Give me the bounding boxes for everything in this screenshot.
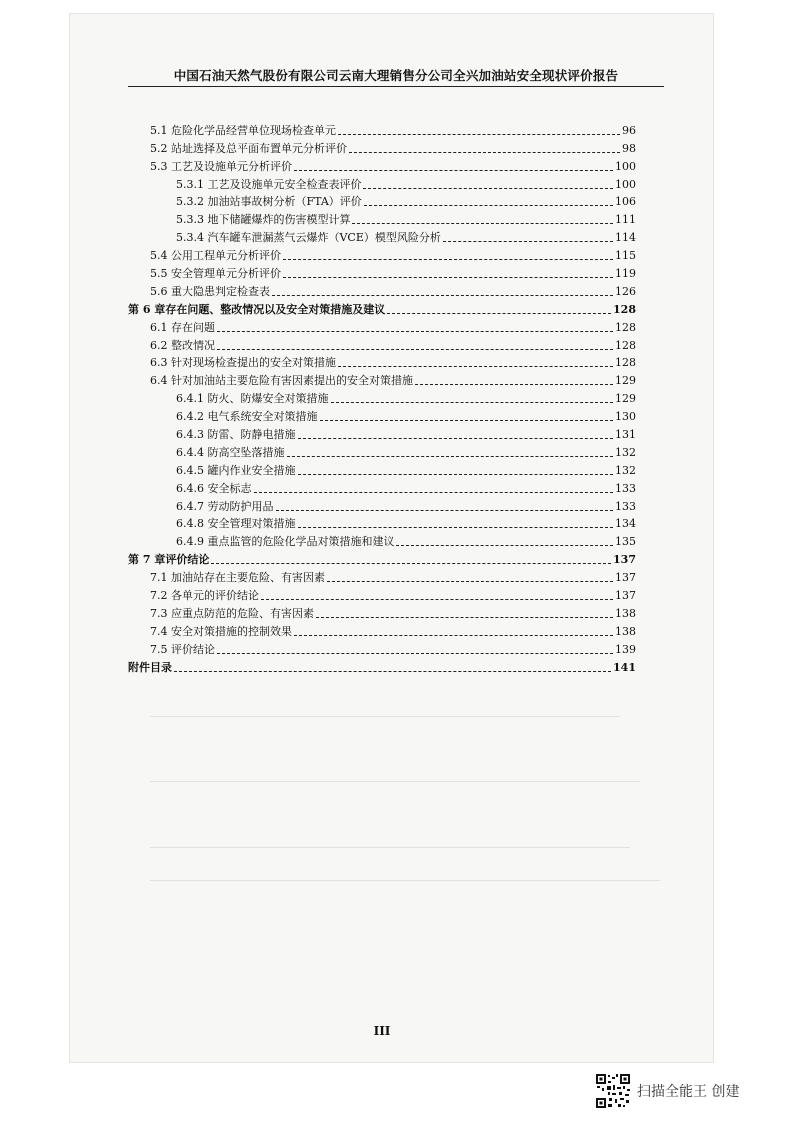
toc-entry [128,567,636,585]
toc-entry [128,549,636,567]
toc-entry-title: 6.4.2 电气系统安全对策措施 [176,410,318,424]
toc-leader-dots [338,134,620,135]
toc-leader-dots [298,474,614,475]
toc-entry-page: 137 [615,571,636,585]
toc-entry-title: 5.6 重大隐患判定检查表 [150,284,270,298]
toc-entry [128,245,636,263]
toc-entry [128,353,636,371]
toc-entry [128,263,636,281]
toc-entry-page: 114 [615,231,636,245]
toc-entry-title: 6.4.9 重点监管的危险化学品对策措施和建议 [176,535,395,549]
toc-entry [128,138,636,156]
toc-entry-title: 6.4.3 防雷、防静电措施 [176,428,296,442]
toc-leader-dots [338,366,613,367]
toc-entry-page: 119 [615,267,636,281]
toc-entry [128,460,636,478]
toc-entry-page: 138 [615,606,636,620]
toc-entry-page: 115 [615,249,636,263]
toc-entry-title: 7.4 安全对策措施的控制效果 [150,624,292,638]
toc-leader-dots [174,671,611,672]
toc-leader-dots [287,456,614,457]
toc-entry [128,174,636,192]
toc-entry [128,621,636,639]
toc-leader-dots [217,331,613,332]
toc-entry-page: 134 [615,517,636,531]
toc-entry-title: 5.2 站址选择及总平面布置单元分析评价 [150,141,347,155]
bleed-through-line [150,781,640,782]
toc-entry-page: 141 [613,660,636,674]
toc-entry [128,370,636,388]
bleed-through-line [150,880,660,881]
toc-entry-page: 100 [615,159,636,173]
toc-entry-title: 6.4.8 安全管理对策措施 [176,517,296,531]
toc-entry [128,639,636,657]
toc-entry-page: 96 [622,123,636,137]
toc-entry-page: 133 [615,499,636,513]
toc-entry-title: 6.4.1 防火、防爆安全对策措施 [176,392,329,406]
toc-entry [128,227,636,245]
toc-entry-page: 137 [613,553,636,567]
toc-entry-page: 135 [615,535,636,549]
toc-entry [128,388,636,406]
toc-leader-dots [352,223,613,224]
toc-entry-title: 5.3.3 地下储罐爆炸的伤害模型计算 [176,213,351,227]
toc-entry [128,335,636,353]
toc-entry [128,514,636,532]
toc-leader-dots [298,438,614,439]
toc-entry-page: 131 [615,428,636,442]
toc-entry-page: 128 [615,356,636,370]
toc-entry-title: 7.2 各单元的评价结论 [150,589,259,603]
toc-leader-dots [261,599,613,600]
toc-entry-title: 6.4.7 劳动防护用品 [176,499,274,513]
toc-entry-page: 133 [615,481,636,495]
toc-entry [128,603,636,621]
toc-entry-title: 6.4.4 防高空坠落措施 [176,445,285,459]
toc-leader-dots [396,545,613,546]
toc-entry-title: 7.1 加油站存在主要危险、有害因素 [150,571,325,585]
toc-entry [128,281,636,299]
toc-entry-page: 126 [615,284,636,298]
toc-entry [128,424,636,442]
table-of-contents [128,120,636,675]
watermark-text: 扫描全能王 创建 [637,1084,740,1100]
toc-entry-title: 第 7 章评价结论 [128,553,210,567]
toc-entry-page: 132 [615,445,636,459]
toc-entry [128,478,636,496]
toc-entry [128,531,636,549]
page-number: III [373,1024,391,1038]
toc-entry [128,120,636,138]
toc-entry-title: 6.4 针对加油站主要危险有害因素提出的安全对策措施 [150,374,413,388]
toc-leader-dots [363,188,613,189]
toc-entry-title: 6.2 整改情况 [150,338,215,352]
toc-leader-dots [217,653,613,654]
toc-entry-title: 5.3 工艺及设施单元分析评价 [150,159,292,173]
toc-entry [128,406,636,424]
toc-leader-dots [349,152,620,153]
toc-entry-title: 5.5 安全管理单元分析评价 [150,267,281,281]
toc-entry-title: 6.1 存在问题 [150,320,215,334]
toc-entry-page: 137 [615,589,636,603]
toc-entry-title: 7.3 应重点防范的危险、有害因素 [150,606,314,620]
toc-entry-title: 5.3.4 汽车罐车泄漏蒸气云爆炸（VCE）模型风险分析 [176,231,441,245]
toc-leader-dots [320,420,614,421]
toc-entry-page: 130 [615,410,636,424]
qr-code-icon [595,1073,631,1109]
toc-entry [128,156,636,174]
toc-leader-dots [254,492,614,493]
toc-leader-dots [415,384,613,385]
toc-entry-title: 6.4.5 罐内作业安全措施 [176,463,296,477]
toc-entry [128,442,636,460]
toc-leader-dots [294,170,613,171]
toc-entry-title: 5.3.1 工艺及设施单元安全检查表评价 [176,177,362,191]
toc-entry-page: 138 [615,624,636,638]
toc-entry-title: 5.3.2 加油站事故树分析（FTA）评价 [176,195,362,209]
toc-entry [128,657,636,675]
toc-entry-title: 5.4 公用工程单元分析评价 [150,249,281,263]
toc-entry-title: 6.4.6 安全标志 [176,481,252,495]
toc-entry [128,585,636,603]
toc-entry [128,496,636,514]
toc-leader-dots [283,277,613,278]
toc-leader-dots [387,313,611,314]
toc-leader-dots [211,563,611,564]
toc-entry-page: 132 [615,463,636,477]
scanner-watermark [595,1072,739,1110]
toc-entry-page: 139 [615,642,636,656]
toc-leader-dots [443,241,613,242]
toc-entry-page: 106 [615,195,636,209]
toc-entry-page: 128 [615,320,636,334]
toc-entry [128,317,636,335]
toc-entry [128,192,636,210]
toc-leader-dots [316,617,613,618]
toc-leader-dots [298,527,614,528]
toc-entry-title: 附件目录 [128,660,172,674]
toc-entry [128,209,636,227]
toc-entry-page: 128 [613,302,636,316]
toc-leader-dots [327,581,613,582]
toc-entry-page: 98 [622,141,636,155]
bleed-through-line [150,716,620,717]
toc-entry-page: 111 [615,213,636,227]
toc-leader-dots [272,295,613,296]
toc-entry [128,299,636,317]
toc-entry-page: 129 [615,392,636,406]
header-rule [128,86,664,87]
toc-entry-page: 100 [615,177,636,191]
toc-entry-title: 第 6 章存在问题、整改情况以及安全对策措施及建议 [128,302,386,316]
toc-leader-dots [283,259,613,260]
toc-leader-dots [276,510,614,511]
toc-leader-dots [217,349,613,350]
page-header: 中国石油天然气股份有限公司云南大理销售分公司全兴加油站安全现状评价报告 [173,68,619,83]
toc-entry-title: 6.3 针对现场检查提出的安全对策措施 [150,356,336,370]
toc-leader-dots [294,635,613,636]
toc-entry-title: 7.5 评价结论 [150,642,215,656]
toc-leader-dots [331,402,614,403]
bleed-through-line [150,847,630,848]
toc-leader-dots [364,205,613,206]
toc-entry-title: 5.1 危险化学品经营单位现场检查单元 [150,123,336,137]
toc-entry-page: 128 [615,338,636,352]
toc-entry-page: 129 [615,374,636,388]
